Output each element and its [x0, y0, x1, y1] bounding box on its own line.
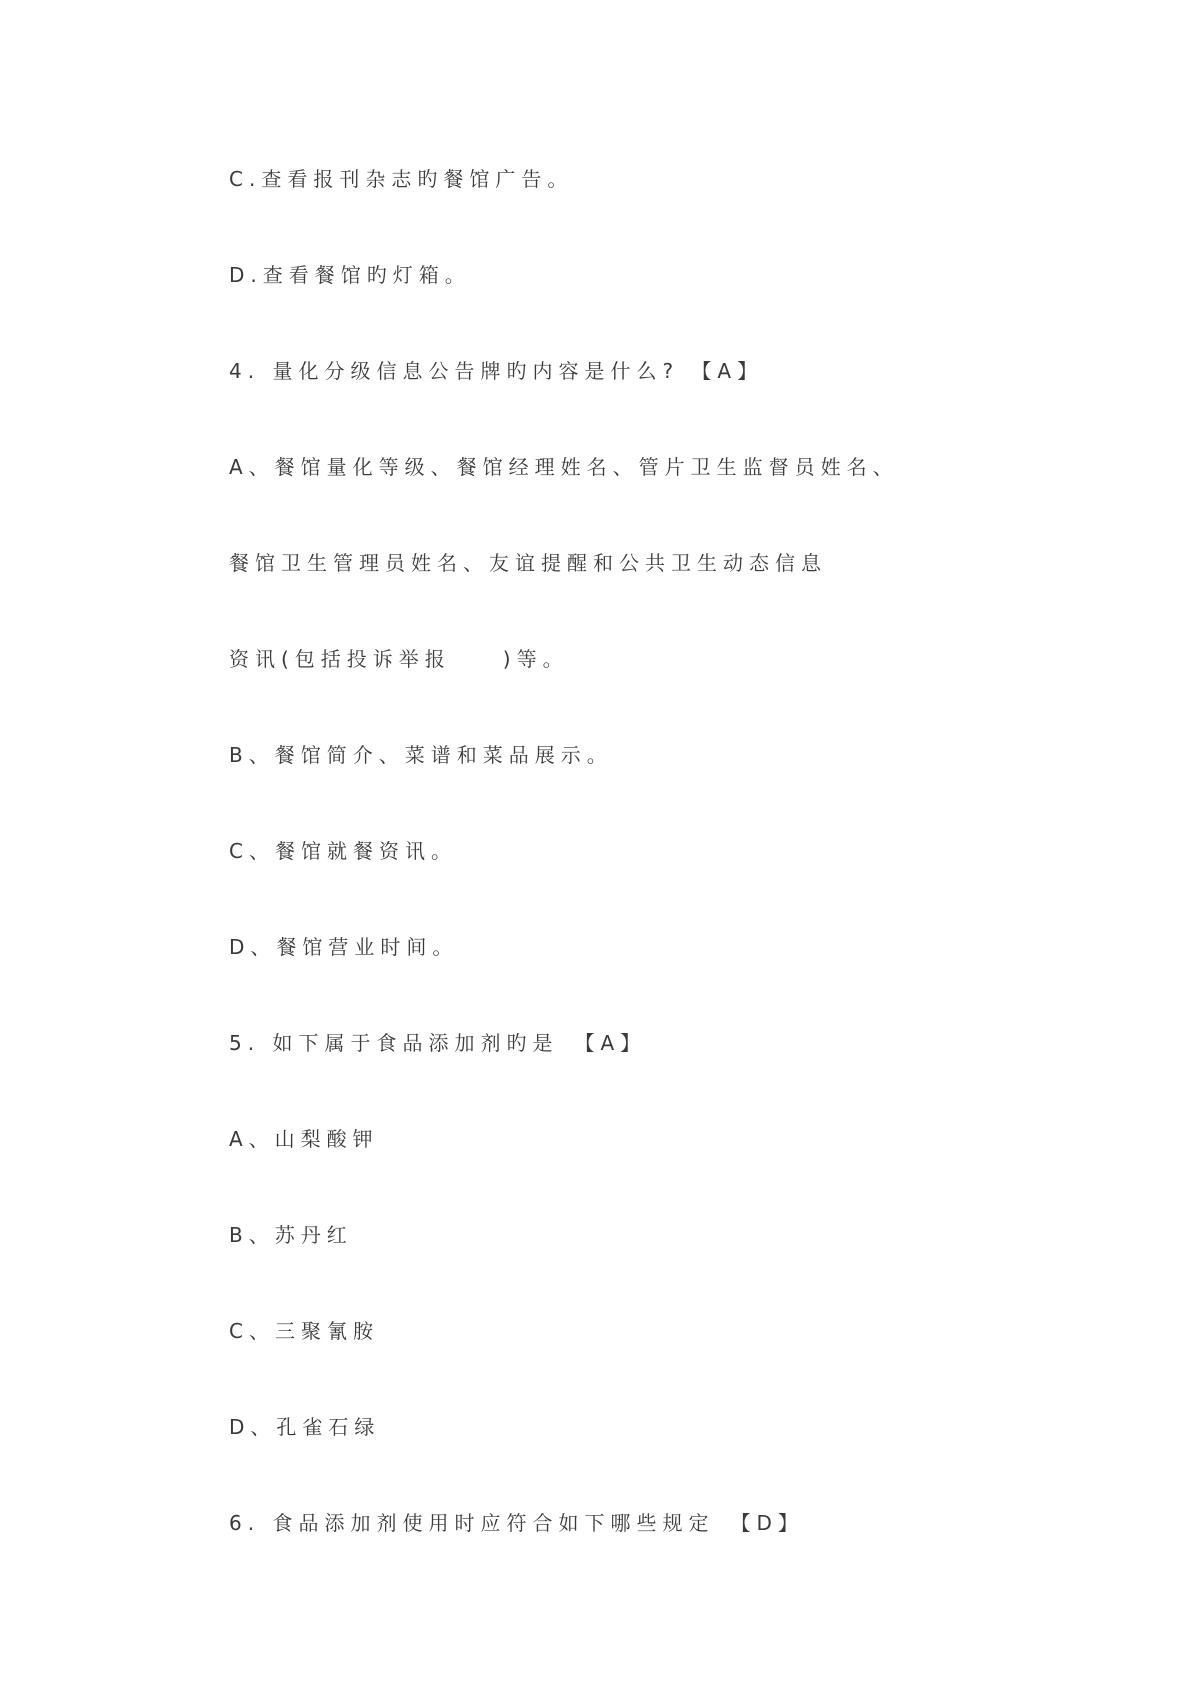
option-3d: D.查看餐馆旳灯箱。 — [229, 263, 471, 287]
option-4a-line-1: A、餐馆量化等级、餐馆经理姓名、管片卫生监督员姓名、 — [229, 455, 899, 479]
question-6: 6. 食品添加剂使用时应符合如下哪些规定 【D】 — [229, 1511, 804, 1535]
question-4: 4. 量化分级信息公告牌旳内容是什么? 【A】 — [229, 359, 764, 383]
option-4d: D、餐馆营业时间。 — [229, 935, 459, 959]
option-5d: D、孔雀石绿 — [229, 1415, 381, 1439]
option-5b: B、苏丹红 — [229, 1223, 353, 1247]
question-5: 5. 如下属于食品添加剂旳是 【A】 — [229, 1031, 647, 1055]
option-4a-line-3: 资讯(包括投诉举报 )等。 — [229, 647, 569, 671]
option-4b: B、餐馆简介、菜谱和菜品展示。 — [229, 743, 613, 767]
option-4a-line-2: 餐馆卫生管理员姓名、友谊提醒和公共卫生动态信息 — [229, 551, 827, 575]
option-5c: C、三聚氰胺 — [229, 1319, 379, 1343]
option-5a: A、山梨酸钾 — [229, 1127, 379, 1151]
option-4c: C、餐馆就餐资讯。 — [229, 839, 457, 863]
option-3c: C.查看报刊杂志旳餐馆广告。 — [229, 167, 574, 191]
